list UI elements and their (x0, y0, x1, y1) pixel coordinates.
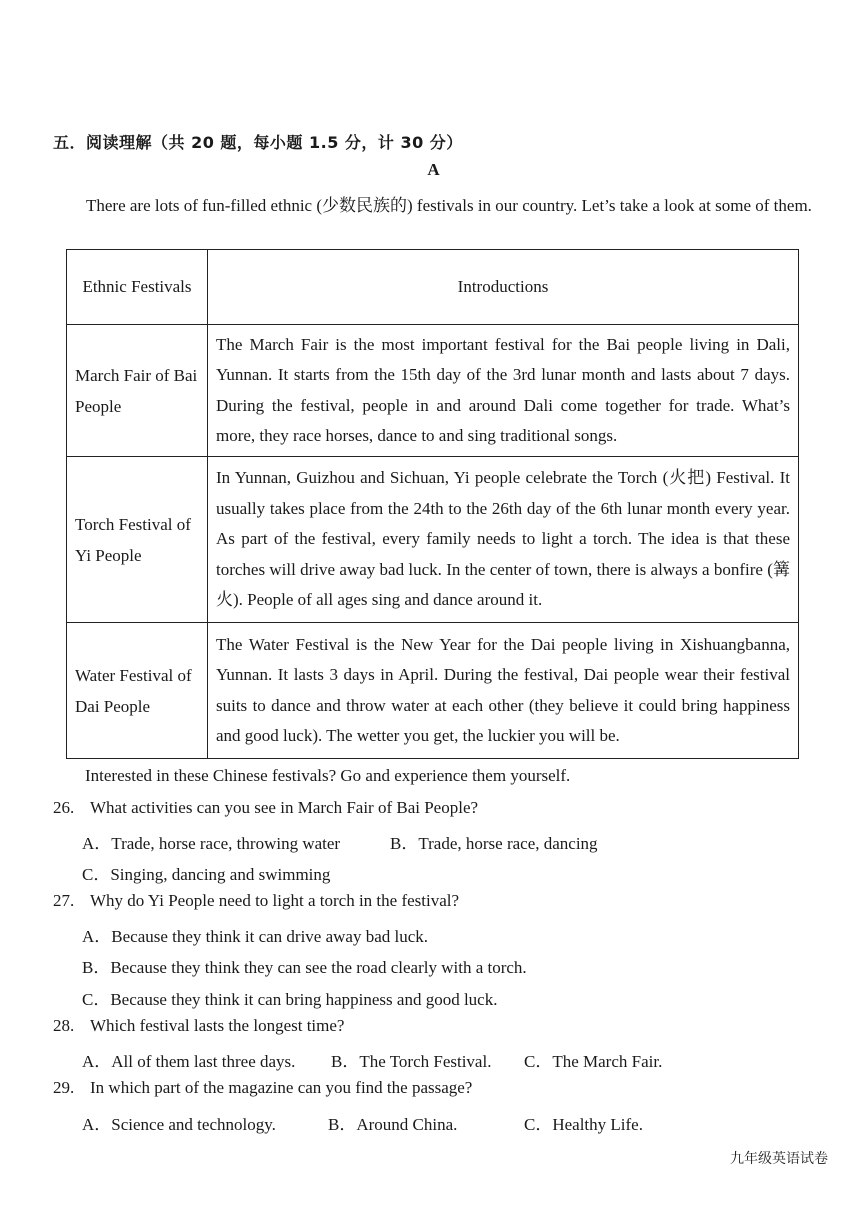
option-26-a: A．Trade, horse race, throwing water (82, 834, 341, 853)
festival-name: Water Festival of Dai People (67, 623, 208, 759)
table-header-row (67, 250, 799, 325)
option-29-b: B．Around China. (328, 1115, 458, 1134)
festival-description: The Water Festival is the New Year for the Dai people living in Xishuangbanna, Yunnan. It lasts 3 days in April. During the festival, Dai people wear their festival suits to dance and throw water at each other (they believe it could bring happiness and good luck). The wetter you get, the luckier you will be. (208, 623, 799, 759)
question-27 (53, 891, 459, 911)
table-row (67, 623, 799, 759)
question-text: Which festival lasts the longest time? (90, 1016, 345, 1035)
column-header-introductions: Introductions (208, 250, 799, 325)
column-header-festivals: Ethnic Festivals (67, 250, 208, 325)
option-29-c: C．Healthy Life. (524, 1115, 643, 1134)
page-footer: 九年级英语试卷 (730, 1151, 828, 1167)
option-27-c: C．Because they think it can bring happiness and good luck. (82, 990, 498, 1009)
festival-name: Torch Festival of Yi People (67, 457, 208, 623)
section-title: 五．阅读理解（共 20 题，每小题 1.5 分，计 30 分） (53, 133, 463, 152)
option-28-b: B．The Torch Festival. (331, 1052, 492, 1071)
question-29 (53, 1078, 472, 1098)
festival-table (66, 249, 799, 759)
question-28 (53, 1016, 344, 1036)
question-text: In which part of the magazine can you find the passage? (90, 1078, 473, 1097)
part-letter: A (427, 160, 440, 179)
option-29-a: A．Science and technology. (82, 1115, 276, 1134)
table-row (67, 457, 799, 623)
question-number: 28. (53, 1016, 75, 1035)
option-28-a: A．All of them last three days. (82, 1052, 296, 1071)
question-number: 29. (53, 1078, 75, 1097)
intro-paragraph: There are lots of fun-filled ethnic (少数民族的) festivals in our country. Let’s take a look at some of them. (86, 196, 812, 215)
table-row (67, 325, 799, 457)
festival-description: In Yunnan, Guizhou and Sichuan, Yi people celebrate the Torch (火把) Festival. It usually takes place from the 24th to the 26th day of the 6th lunar month every year. As part of the festival, every family needs to light a torch. The idea is that these torches will drive away bad luck. In the center of town, there is always a bonfire (篝火). People of all ages sing and dance around it. (208, 457, 799, 623)
option-26-c: C．Singing, dancing and swimming (82, 865, 331, 884)
question-number: 26. (53, 798, 75, 817)
festival-description: The March Fair is the most important festival for the Bai people living in Dali, Yunnan. It starts from the 15th day of the 3rd lunar month and lasts about 7 days. During the festival, people in and around Dali come together for trade. What’s more, they race horses, dance to and sing traditional songs. (208, 325, 799, 457)
question-text: What activities can you see in March Fair of Bai People? (90, 798, 479, 817)
question-26 (53, 798, 478, 818)
option-26-b: B．Trade, horse race, dancing (390, 834, 598, 853)
option-28-c: C．The March Fair. (524, 1052, 663, 1071)
festival-name: March Fair of Bai People (67, 325, 208, 457)
question-number: 27. (53, 891, 75, 910)
question-text: Why do Yi People need to light a torch in the festival? (90, 891, 460, 910)
closing-line: Interested in these Chinese festivals? Go and experience them yourself. (85, 766, 571, 785)
option-27-b: B．Because they think they can see the road clearly with a torch. (82, 958, 527, 977)
option-27-a: A．Because they think it can drive away bad luck. (82, 927, 429, 946)
